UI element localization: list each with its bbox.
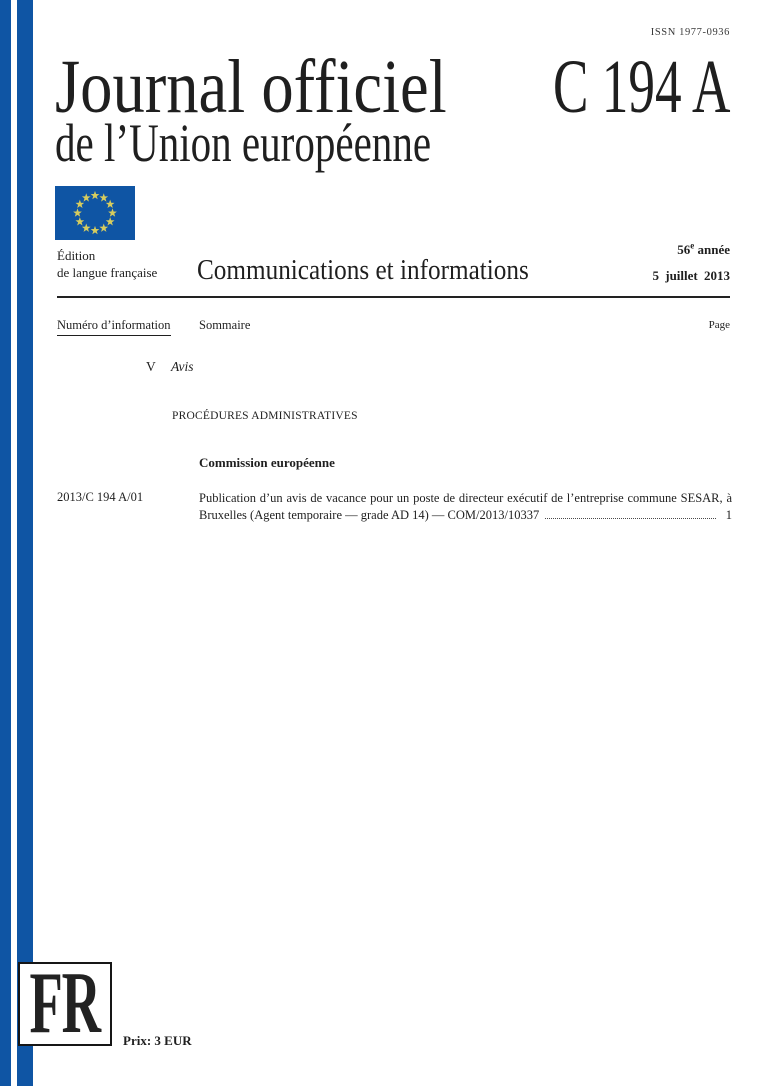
toc-organisation-heading: Commission européenne (199, 455, 335, 470)
toc-entry (199, 490, 732, 523)
issue-number: C 194 A (552, 45, 730, 129)
volume-number: 56 (677, 242, 691, 257)
toc-section-title: Avis (171, 359, 194, 374)
column-header-number: Numéro d’information (57, 318, 171, 336)
price-label: Prix: 3 EUR (123, 1033, 192, 1048)
column-header-page: Page (708, 319, 730, 331)
column-header-summary: Sommaire (199, 318, 251, 332)
toc-entry-ref: 2013/C 194 A/01 (57, 490, 144, 504)
left-bar-outer (0, 0, 11, 1086)
language-code-box (18, 955, 112, 1053)
journal-title: Journal officiel (55, 45, 447, 129)
journal-subtitle: de l’Union européenne (55, 113, 432, 173)
toc-entry-text-line2: Bruxelles (Agent temporaire — grade AD 14) — COM/2013/10337 (199, 507, 540, 522)
left-bar-inner (17, 0, 33, 1086)
edition-line1: Édition (57, 248, 96, 263)
volume-label (677, 242, 730, 258)
toc-entry-page-number: 1 (725, 507, 732, 522)
volume-word: année (697, 242, 730, 257)
eu-flag-icon (55, 186, 135, 240)
publication-date: 5 juillet 2013 (652, 268, 730, 283)
divider-rule (57, 296, 730, 298)
section-heading: Communications et informations (197, 255, 529, 286)
toc-subsection-heading: PROCÉDURES ADMINISTRATIVES (172, 410, 358, 422)
issn-label: ISSN 1977-0936 (650, 27, 730, 38)
edition-label (57, 247, 157, 281)
edition-line2: de langue française (57, 265, 158, 280)
toc-entry-text-line1: Publication d’un avis de vacance pour un poste de directeur exécutif de l’entreprise commune SESAR, à (199, 491, 732, 505)
dot-leader (545, 518, 716, 519)
toc-entry-line2 (199, 507, 732, 524)
language-code: FR (29, 955, 101, 1053)
toc-section-number: V (146, 359, 156, 374)
volume-superscript: e (690, 240, 695, 251)
